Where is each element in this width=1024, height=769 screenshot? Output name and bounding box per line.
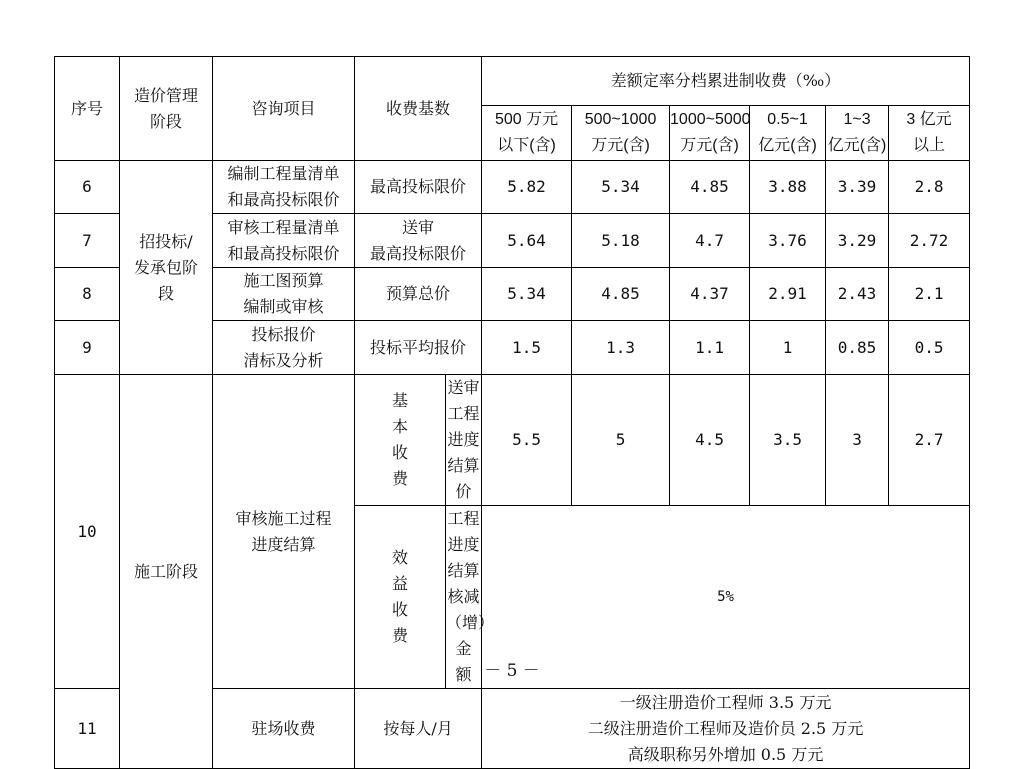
row-base: 最高投标限价 [355,161,482,214]
row-item: 投标报价 清标及分析 [213,321,355,375]
rate-cell: 5.34 [572,161,670,214]
header-tier-2: 500~1000 万元(含) [572,106,670,161]
rate-cell: 3.5 [750,375,826,506]
rate-cell: 2.8 [889,161,970,214]
rate-cell: 2.7 [889,375,970,506]
table-row [55,161,970,214]
rate-cell: 2.72 [889,214,970,268]
rate-cell: 5.82 [482,161,572,214]
header-stage [120,57,213,161]
onsite-fee-note: 一级注册造价工程师 3.5 万元 [619,692,832,712]
rate-cell: 3.88 [750,161,826,214]
benefit-fee-base: 工程进度 结算核减 （增）金 额 [446,506,482,689]
row-seq: 9 [55,321,120,375]
basic-fee-base: 送审工程 进度结算 价 [446,375,482,506]
rate-cell: 2.91 [750,268,826,321]
header-stage-line: 造价管理 [133,85,198,105]
table-row [55,375,970,506]
rate-cell: 1.3 [572,321,670,375]
row-item: 编制工程量清单 和最高投标限价 [213,161,355,214]
header-tier-1: 500 万元 以下(含) [482,106,572,161]
benefit-fee-rate: 5% [482,506,970,689]
rate-cell: 4.85 [670,161,750,214]
rate-cell: 5 [572,375,670,506]
row-seq: 11 [55,689,120,769]
row-item: 驻场收费 [213,689,355,769]
header-seq: 序号 [55,57,120,161]
row-item: 施工图预算 编制或审核 [213,268,355,321]
rate-cell: 2.43 [826,268,889,321]
row-base: 预算总价 [355,268,482,321]
basic-fee-label: 基 本 收 费 [355,375,446,506]
stage-construction: 施工阶段 [120,375,213,769]
rate-cell: 4.7 [670,214,750,268]
rate-cell: 5.5 [482,375,572,506]
rate-cell: 0.5 [889,321,970,375]
rate-cell: 3 [826,375,889,506]
row-seq: 7 [55,214,120,268]
rate-cell: 1 [750,321,826,375]
header-item: 咨询项目 [213,57,355,161]
row-base: 送审 最高投标限价 [355,214,482,268]
benefit-fee-label: 效 益 收 费 [355,506,446,689]
onsite-fee-note: 高级职称另外增加 0.5 万元 [627,744,824,764]
stage-bidding: 招投标/ 发承包阶 段 [120,161,213,375]
header-tier-4: 0.5~1 亿元(含) [750,106,826,161]
rate-cell: 4.5 [670,375,750,506]
row-base: 投标平均报价 [355,321,482,375]
row-item: 审核工程量清单 和最高投标限价 [213,214,355,268]
header-tier-3: 1000~5000 万元(含) [670,106,750,161]
header-stage-line: 阶段 [149,111,182,131]
header-rate-title: 差额定率分档累进制收费（‰） [482,57,970,106]
row-base: 按每人/月 [355,689,482,769]
row-seq: 6 [55,161,120,214]
rate-cell: 3.29 [826,214,889,268]
rate-cell: 1.1 [670,321,750,375]
rate-cell: 4.37 [670,268,750,321]
onsite-fee-note: 二级注册造价工程师及造价员 2.5 万元 [587,718,864,738]
header-base: 收费基数 [355,57,482,161]
row-seq: 8 [55,268,120,321]
onsite-fee-notes [482,689,970,769]
rate-cell: 3.39 [826,161,889,214]
rate-cell: 5.34 [482,268,572,321]
page-number: － 5 － [484,661,540,681]
rate-cell: 4.85 [572,268,670,321]
row-item: 审核施工过程 进度结算 [213,375,355,689]
header-tier-5: 1~3 亿元(含) [826,106,889,161]
rate-cell: 2.1 [889,268,970,321]
row-seq: 10 [55,375,120,689]
rate-cell: 5.64 [482,214,572,268]
rate-cell: 5.18 [572,214,670,268]
rate-cell: 3.76 [750,214,826,268]
rate-cell: 0.85 [826,321,889,375]
rate-cell: 1.5 [482,321,572,375]
header-tier-6: 3 亿元 以上 [889,106,970,161]
